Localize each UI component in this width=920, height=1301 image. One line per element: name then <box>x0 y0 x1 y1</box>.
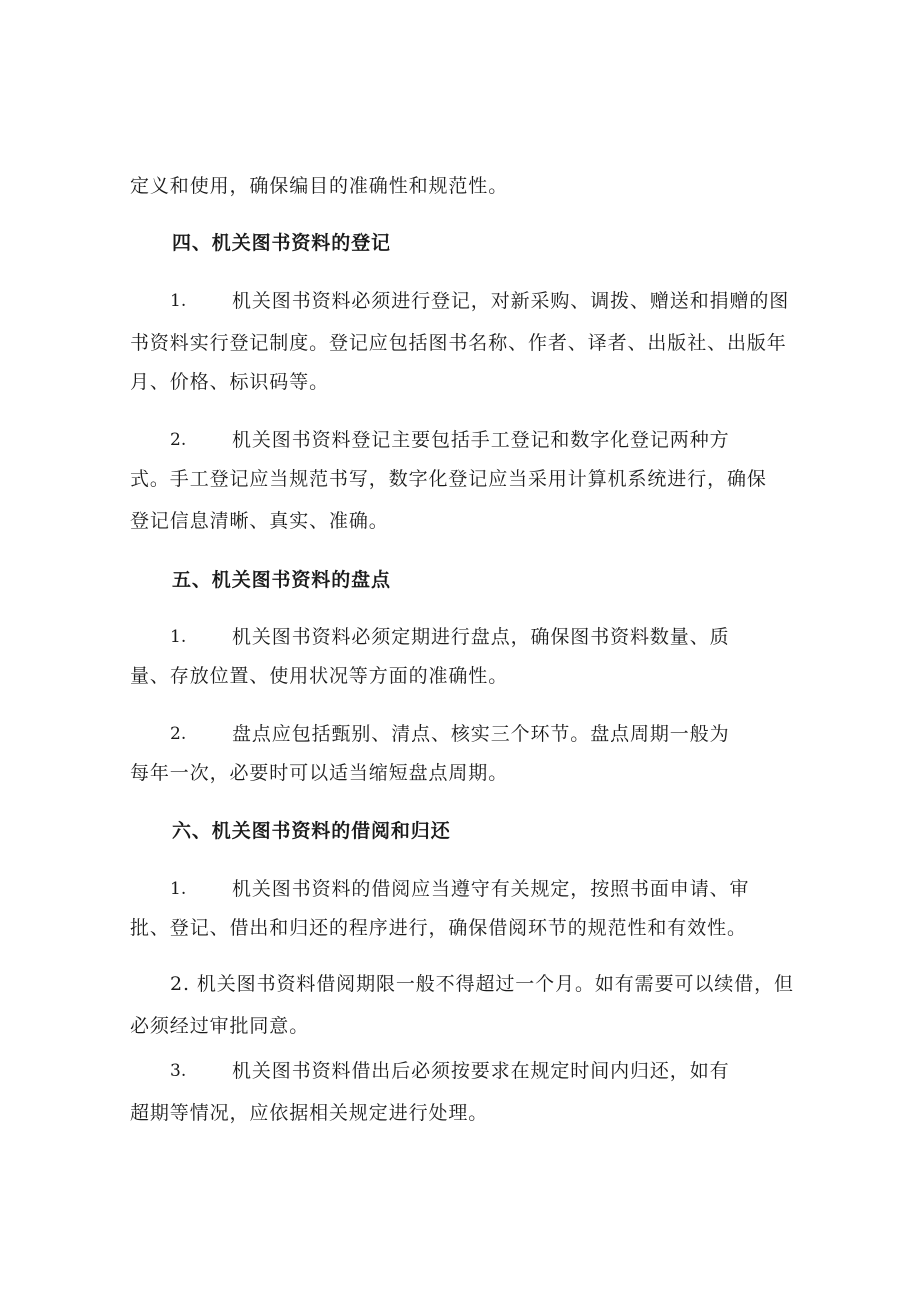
s4-item1-line1: 机关图书资料必须进行登记，对新采购、调拨、赠送和捐赠的图 <box>232 290 790 312</box>
s6-item3-line1: 机关图书资料借出后必须按要求在规定时间内归还，如有 <box>232 1060 730 1082</box>
s4-item2-line3: 登记信息清晰、真实、准确。 <box>130 510 389 532</box>
s4-item2-line1: 机关图书资料登记主要包括手工登记和数字化登记两种方 <box>232 429 730 451</box>
s6-item3-number: 3. <box>170 1061 187 1081</box>
section-5-heading: 五、机关图书资料的盘点 <box>172 569 391 591</box>
s5-item2-line2: 每年一次，必要时可以适当缩短盘点周期。 <box>130 762 509 784</box>
s6-item3-line2: 超期等情况，应依据相关规定进行处理。 <box>130 1102 489 1124</box>
intro-line: 定义和使用，确保编目的准确性和规范性。 <box>130 175 509 197</box>
s4-item1-number: 1. <box>170 291 187 311</box>
section-6-heading: 六、机关图书资料的借阅和归还 <box>172 820 451 842</box>
s6-item1-number: 1. <box>170 879 187 899</box>
s6-item1-line1: 机关图书资料的借阅应当遵守有关规定，按照书面申请、审 <box>232 878 750 900</box>
s6-item1-line2: 批、登记、借出和归还的程序进行，确保借阅环节的规范性和有效性。 <box>130 917 747 939</box>
s5-item1-line1: 机关图书资料必须定期进行盘点，确保图书资料数量、质 <box>232 626 730 648</box>
s5-item2-number: 2. <box>170 724 187 744</box>
s4-item2-number: 2. <box>170 430 187 450</box>
s6-item2-line2: 必须经过审批同意。 <box>130 1015 310 1037</box>
s4-item2-line2: 式。手工登记应当规范书写，数字化登记应当采用计算机系统进行，确保 <box>130 468 767 490</box>
s6-item2-line1: 2. 机关图书资料借阅期限一般不得超过一个月。如有需要可以续借，但 <box>170 973 794 995</box>
s5-item1-number: 1. <box>170 627 187 647</box>
s5-item1-line2: 量、存放位置、使用状况等方面的准确性。 <box>130 665 509 687</box>
s4-item1-line2: 书资料实行登记制度。登记应包括图书名称、作者、译者、出版社、出版年 <box>130 332 787 354</box>
s4-item1-line3: 月、价格、标识码等。 <box>130 371 330 393</box>
section-4-heading: 四、机关图书资料的登记 <box>172 232 391 254</box>
s5-item2-line1: 盘点应包括甄别、清点、核实三个环节。盘点周期一般为 <box>232 723 730 745</box>
